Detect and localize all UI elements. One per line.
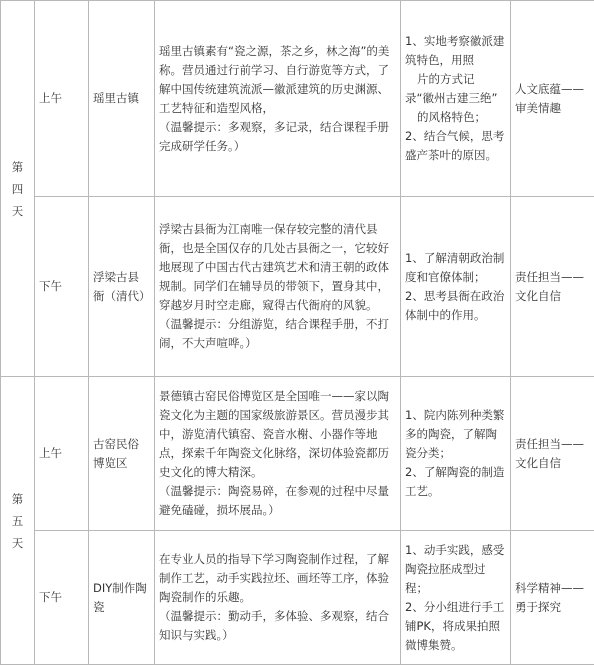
day-label: 第 五 天	[1, 377, 35, 665]
goal-item: 1、动手实践，感受陶瓷拉胚成型过程；	[405, 542, 505, 595]
description-text: 瑶里古镇素有“瓷之源，茶之乡，林之海”的美称。营员通过行前学习、自行游览等方式，了解中国传统建筑流派—徽派建筑的历史渊源、工艺特征和造型风格，	[159, 43, 390, 115]
goals-cell	[401, 377, 511, 531]
goal-item: 2、了解陶瓷的制造工艺。	[405, 465, 505, 498]
site-cell: 浮梁古县衙（清代）	[89, 197, 155, 377]
goal-item: 2、思考县衙在政治体制中的作用。	[405, 288, 505, 322]
description-note: （温馨提示：分组游览，结合课程手册，不打闹，不大声喧哗。）	[159, 317, 389, 350]
goals-cell	[401, 197, 511, 377]
table-row	[1, 377, 594, 531]
description-note: （温馨提示：陶瓷易碎，在参观的过程中尽量避免磕碰，损坏展品。）	[159, 484, 389, 517]
description-cell	[155, 197, 401, 377]
goal-item: 1、了解清朝政治制度和官僚体制；	[405, 250, 505, 284]
goal-item: 1、院内陈列种类繁多的陶瓷，了解陶瓷分类；	[405, 408, 505, 460]
value-cell: 人文底蕴——审美情趣	[511, 1, 594, 197]
period-cell: 下午	[35, 531, 89, 665]
goal-item: 1、实地考察徽派建筑特色，用照	[405, 34, 505, 67]
description-cell	[155, 377, 401, 531]
goal-item: 片的方式记	[417, 72, 475, 86]
period-cell: 上午	[35, 377, 89, 531]
period-cell: 下午	[35, 197, 89, 377]
value-cell: 责任担当——文化自信	[511, 197, 594, 377]
goal-item: 2、结合气候，思考盛产茶叶的原因。	[405, 129, 505, 162]
description-note: （温馨提示：多观察，多记录，结合课程手册完成研学任务。）	[159, 119, 389, 153]
value-cell: 责任担当——文化自信	[511, 377, 594, 531]
description-cell	[155, 531, 401, 665]
goal-item: 的风格特色；	[417, 110, 486, 124]
goals-cell	[401, 1, 511, 197]
goal-item: 录“徽州古建三绝”	[405, 91, 498, 105]
site-cell: 古窑民俗博览区	[89, 377, 155, 531]
value-cell: 科学精神——勇于探究	[511, 531, 594, 665]
description-text: 浮梁古县衙为江南唯一保存较完整的清代县衙，也是全国仅存的几处古县衙之一，它较好地展现了中国古代古建筑艺术和清王朝的政体规制。同学们在辅导员的带领下，置身其中，穿越岁月时空走廊，窥得古代衙府的风貌。	[159, 222, 389, 312]
goal-item: 2、分小组进行手工铺PK，将成果拍照微博集赞。	[405, 599, 505, 652]
description-text: 景德镇古窑民俗博览区是全国唯一——家以陶瓷文化为主题的国家级旅游景区。营员漫步其中，游览清代镇窑、瓷音水榭、小器作等地点，探索千年陶瓷文化脉络，深切体验瓷都历史文化的博大精深。	[159, 389, 389, 479]
site-cell: 瑶里古镇	[89, 1, 155, 197]
day-label: 第 四 天	[1, 1, 35, 377]
site-cell: DIY制作陶瓷	[89, 531, 155, 665]
table-row	[1, 197, 594, 377]
description-cell	[155, 1, 401, 197]
table-row	[1, 531, 594, 665]
description-note: （温馨提示：勤动手，多体验、多观察，结合知识与实践。）	[159, 609, 389, 642]
period-cell: 上午	[35, 1, 89, 197]
description-text: 在专业人员的指导下学习陶瓷制作过程，了解制作工艺，动手实践拉坯、画坯等工序，体验陶瓷制作的乐趣。	[159, 552, 389, 604]
table-row	[1, 1, 594, 197]
goals-cell	[401, 531, 511, 665]
